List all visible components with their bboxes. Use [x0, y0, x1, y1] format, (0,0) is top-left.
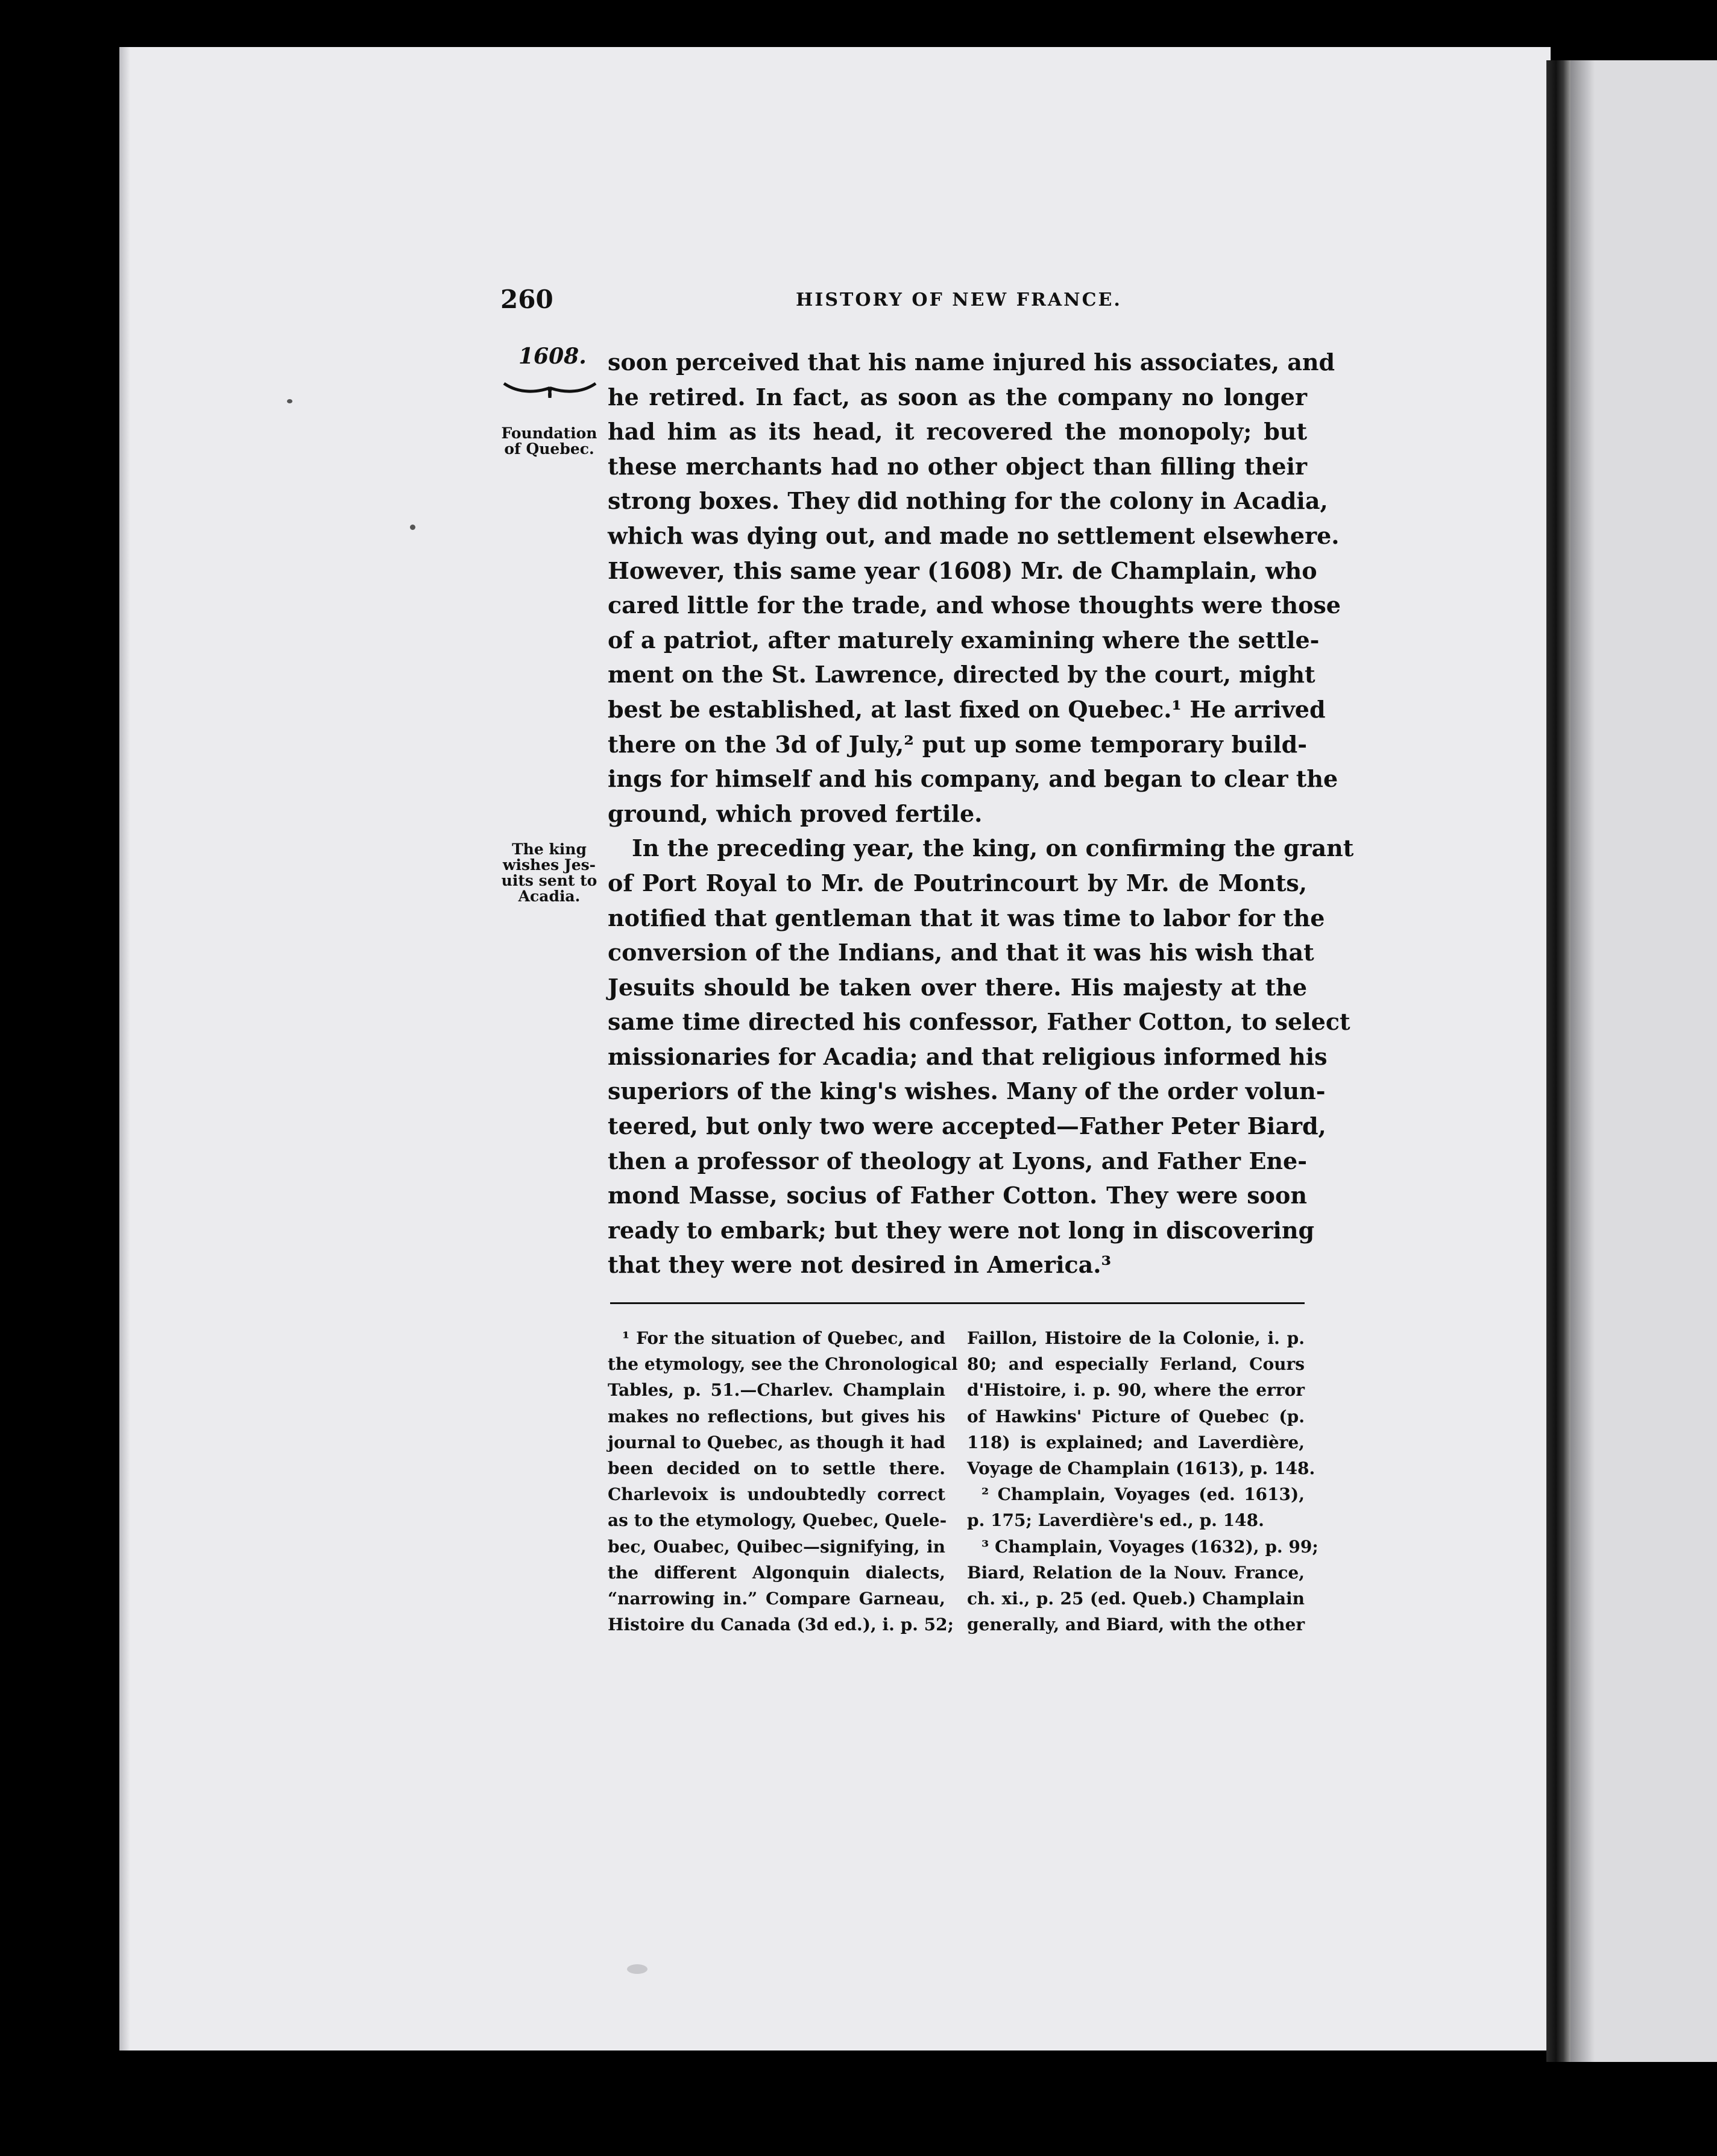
running-head — [500, 285, 1308, 321]
text-line: had him as its head, it recovered the monopoly; but — [608, 418, 1307, 446]
text-line: notified that gentleman that it was time to labor for the — [608, 904, 1325, 931]
text-line: these merchants had no other object than filling their — [608, 452, 1307, 480]
margin-year: 1608. — [518, 344, 587, 369]
paper-speck — [287, 399, 292, 403]
text-line: missionaries for Acadia; and that religious informed his — [608, 1042, 1328, 1070]
text-line: best be established, at last fixed on Quebec.¹ He arrived — [608, 695, 1326, 723]
footnote-line: ³ Champlain, Voyages (1632), p. 99; — [981, 1536, 1318, 1557]
footnote-line: the different Algonquin dialects, — [608, 1562, 945, 1583]
margin-note-line: Acadia. — [518, 887, 581, 905]
margin-note-line: wishes Jes- — [502, 856, 596, 874]
margin-note-line: uits sent to — [501, 872, 597, 889]
margin-note-foundation — [498, 426, 600, 457]
text-line: ready to embark; but they were not long in discovering — [608, 1216, 1315, 1244]
footnote-line: d'Histoire, i. p. 90, where the error — [967, 1380, 1305, 1401]
page-number: 260 — [500, 285, 553, 314]
body-text — [608, 345, 1354, 1282]
footnote-line: Faillon, Histoire de la Colonie, i. p. — [967, 1328, 1305, 1348]
text-line: same time directed his confessor, Father Cotton, to select — [608, 1008, 1350, 1036]
text-line: which was dying out, and made no settlement elsewhere. — [608, 522, 1340, 549]
facing-page-shadow — [1571, 60, 1595, 2062]
footnote-line: ² Champlain, Voyages (ed. 1613), — [981, 1484, 1305, 1505]
text-line: conversion of the Indians, and that it was his wish that — [608, 939, 1314, 966]
text-line: there on the 3d of July,² put up some temporary build- — [608, 730, 1307, 758]
footnote-line: Tables, p. 51.—Charlev. Champlain — [608, 1380, 945, 1401]
text-line: soon perceived that his name injured his associates, and — [608, 348, 1335, 376]
text-line: teered, but only two were accepted—Father Peter Biard, — [608, 1112, 1326, 1140]
page-edge-shadow — [119, 47, 130, 2050]
text-line: Jesuits should be taken over there. His majesty at the — [608, 973, 1307, 1001]
footnote-line: Charlevoix is undoubtedly correct — [608, 1484, 945, 1505]
footnote-line: p. 175; Laverdière's ed., p. 148. — [967, 1510, 1264, 1531]
footnote-line: the etymology, see the Chronological — [608, 1354, 958, 1375]
text-line: cared little for the trade, and whose thoughts were those — [608, 591, 1341, 619]
text-line: that they were not desired in America.³ — [608, 1251, 1112, 1279]
footnote-line: makes no reflections, but gives his — [608, 1406, 945, 1426]
paper-speck — [410, 525, 415, 530]
book-gutter — [1546, 60, 1571, 2062]
footnote-line: Histoire du Canada (3d ed.), i. p. 52; — [608, 1615, 954, 1635]
text-line: ment on the St. Lawrence, directed by the court, might — [608, 661, 1315, 689]
brace-ornament — [502, 380, 598, 399]
text-line: of Port Royal to Mr. de Poutrincourt by Mr. de Monts, — [608, 869, 1307, 897]
footnote-rule — [610, 1302, 1305, 1304]
text-line: In the preceding year, the king, on confirming the grant — [632, 834, 1354, 862]
text-line: However, this same year (1608) Mr. de Champlain, who — [608, 556, 1317, 584]
footnote-line: Biard, Relation de la Nouv. France, — [967, 1562, 1305, 1583]
text-line: then a professor of theology at Lyons, and Father Ene- — [608, 1147, 1307, 1174]
footnotes-left-column — [608, 1325, 958, 1637]
text-line: strong boxes. They did nothing for the colony in Acadia, — [608, 487, 1328, 515]
footnote-line: been decided on to settle there. — [608, 1458, 945, 1478]
footnote-line: Voyage de Champlain (1613), p. 148. — [967, 1458, 1315, 1478]
margin-note-jesuits — [498, 842, 600, 904]
footnote-line: “narrowing in.” Compare Garneau, — [608, 1588, 945, 1609]
footnote-line: journal to Quebec, as though it had — [608, 1432, 945, 1452]
text-line: he retired. In fact, as soon as the company no longer — [608, 383, 1307, 411]
margin-note-line: of Quebec. — [504, 440, 594, 458]
text-line: mond Masse, socius of Father Cotton. They were soon — [608, 1182, 1307, 1209]
book-title: HISTORY OF NEW FRANCE. — [796, 289, 1122, 310]
footnote-line: bec, Ouabec, Quibec—signifying, in — [608, 1536, 945, 1557]
text-line: of a patriot, after maturely examining where the settle- — [608, 626, 1320, 654]
footnote-line: of Hawkins' Picture of Quebec (p. — [967, 1406, 1305, 1426]
text-line: ground, which proved fertile. — [608, 799, 983, 827]
margin-note-line: Foundation — [501, 424, 597, 442]
footnote-line: 118) is explained; and Laverdière, — [967, 1432, 1305, 1452]
footnote-line: ch. xi., p. 25 (ed. Queb.) Champlain — [967, 1588, 1305, 1609]
footnote-line: generally, and Biard, with the other — [967, 1615, 1305, 1635]
text-line: ings for himself and his company, and began to clear the — [608, 765, 1338, 793]
footnotes-right-column — [967, 1325, 1318, 1637]
footnote-line: as to the etymology, Quebec, Quele- — [608, 1510, 947, 1531]
margin-note-line: The king — [512, 840, 587, 858]
footnote-line: 80; and especially Ferland, Cours — [967, 1354, 1305, 1375]
paper-speck — [627, 1964, 647, 1974]
footnote-line: ¹ For the situation of Quebec, and — [622, 1328, 945, 1348]
text-line: superiors of the king's wishes. Many of the order volun- — [608, 1077, 1326, 1105]
